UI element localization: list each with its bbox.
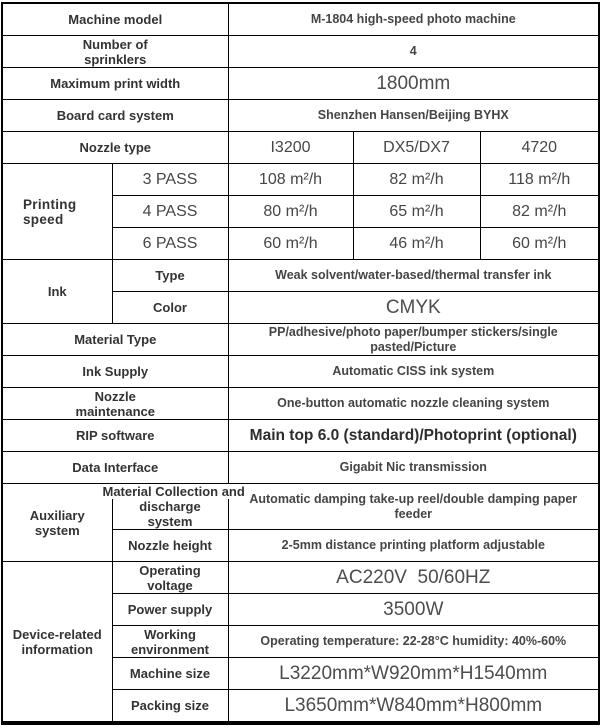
speed-3pass-dx5dx7: 82 m²/h xyxy=(353,164,480,196)
material-collection-label-line1: Material Collection and xyxy=(102,484,245,499)
device-info-label xyxy=(2,562,112,724)
row-speed-3pass xyxy=(2,164,599,196)
operating-voltage-value: AC220V 50/60HZ xyxy=(228,562,599,594)
row-nozzle-type xyxy=(2,132,599,164)
row-data-interface xyxy=(2,452,599,484)
speed-3pass-i3200: 108 m²/h xyxy=(228,164,353,196)
data-interface-label: Data Interface xyxy=(2,452,228,484)
speed-4pass-4720: 82 m²/h xyxy=(480,196,599,228)
print-width-label: Maximum print width xyxy=(2,68,228,100)
speed-4pass-dx5dx7: 65 m²/h xyxy=(353,196,480,228)
nozzle-maintenance-label xyxy=(2,388,228,420)
material-type-label: Material Type xyxy=(2,324,228,356)
nozzle-type-label: Nozzle type xyxy=(2,132,228,164)
speed-3pass-label: 3 PASS xyxy=(112,164,228,196)
ink-type-label: Type xyxy=(112,260,228,292)
machine-size-value: L3220mm*W920mm*H1540mm xyxy=(228,658,599,690)
nozzle-height-label: Nozzle height xyxy=(112,530,228,562)
packing-size-label: Packing size xyxy=(112,690,228,724)
speed-6pass-i3200: 60 m²/h xyxy=(228,228,353,260)
row-nozzle-maintenance xyxy=(2,388,599,420)
speed-4pass-label: 4 PASS xyxy=(112,196,228,228)
speed-6pass-dx5dx7: 46 m²/h xyxy=(353,228,480,260)
speed-6pass-label: 6 PASS xyxy=(112,228,228,260)
ink-label: Ink xyxy=(2,260,112,324)
board-card-value: Shenzhen Hansen/Beijing BYHX xyxy=(228,100,599,132)
machine-model-label: Machine model xyxy=(2,3,228,36)
material-collection-label-line2: discharge system xyxy=(139,499,201,529)
nozzle-type-4720: 4720 xyxy=(480,132,599,164)
power-supply-value: 3500W xyxy=(228,594,599,626)
machine-size-label: Machine size xyxy=(112,658,228,690)
row-ink-supply xyxy=(2,356,599,388)
ink-supply-value: Automatic CISS ink system xyxy=(228,356,599,388)
nozzle-maintenance-label-line2: maintenance xyxy=(75,403,155,419)
row-print-width xyxy=(2,68,599,100)
row-material-collection xyxy=(2,484,599,530)
sprinklers-value: 4 xyxy=(228,36,599,68)
nozzle-height-value: 2-5mm distance printing platform adjustable xyxy=(228,530,599,562)
speed-6pass-4720: 60 m²/h xyxy=(480,228,599,260)
ink-supply-label: Ink Supply xyxy=(2,356,228,388)
material-collection-label xyxy=(102,484,245,530)
working-environment-label-line1: Working xyxy=(144,626,196,642)
auxiliary-system-label: Auxiliary system xyxy=(2,484,112,562)
spec-table xyxy=(1,2,600,725)
ink-type-value: Weak solvent/water-based/thermal transfer ink xyxy=(228,260,599,292)
speed-4pass-i3200: 80 m²/h xyxy=(228,196,353,228)
nozzle-type-dx5dx7: DX5/DX7 xyxy=(353,132,480,164)
ink-color-value: CMYK xyxy=(228,292,599,324)
printing-speed-label-line1: Printing xyxy=(23,196,77,212)
sprinklers-label-line2: sprinklers xyxy=(84,51,147,67)
row-machine-model xyxy=(2,3,599,36)
working-environment-value: Operating temperature: 22-28°C humidity: 40%-60% xyxy=(228,626,599,658)
ink-color-label: Color xyxy=(112,292,228,324)
working-environment-label xyxy=(112,626,228,658)
row-material-type xyxy=(2,324,599,356)
material-collection-value: Automatic damping take-up reel/double damping paper feeder xyxy=(228,484,599,530)
nozzle-type-i3200: I3200 xyxy=(228,132,353,164)
row-rip-software xyxy=(2,420,599,452)
nozzle-maintenance-value: One-button automatic nozzle cleaning system xyxy=(228,388,599,420)
device-info-label-line2: information xyxy=(21,641,93,657)
print-width-value: 1800mm xyxy=(228,68,599,100)
speed-3pass-4720: 118 m²/h xyxy=(480,164,599,196)
sprinklers-label-line1: Number of xyxy=(82,36,148,52)
row-operating-voltage xyxy=(2,562,599,594)
sprinklers-label xyxy=(2,36,228,68)
data-interface-value: Gigabit Nic transmission xyxy=(228,452,599,484)
board-card-label: Board card system xyxy=(2,100,228,132)
printing-speed-label-line2: speed xyxy=(23,211,64,227)
device-info-label-line1: Device-related xyxy=(12,626,102,642)
printing-speed-label xyxy=(2,164,112,260)
row-board-card xyxy=(2,100,599,132)
packing-size-value: L3650mm*W840mm*H800mm xyxy=(228,690,599,724)
operating-voltage-label: Operating voltage xyxy=(112,562,228,594)
row-ink-type xyxy=(2,260,599,292)
rip-software-value: Main top 6.0 (standard)/Photoprint (optional) xyxy=(228,420,599,452)
machine-model-value: M-1804 high-speed photo machine xyxy=(228,3,599,36)
rip-software-label: RIP software xyxy=(2,420,228,452)
material-type-value: PP/adhesive/photo paper/bumper stickers/single pasted/Picture xyxy=(228,324,599,356)
nozzle-maintenance-label-line1: Nozzle xyxy=(94,388,136,404)
working-environment-label-line2: environment xyxy=(131,641,210,657)
row-sprinklers xyxy=(2,36,599,68)
power-supply-label: Power supply xyxy=(112,594,228,626)
